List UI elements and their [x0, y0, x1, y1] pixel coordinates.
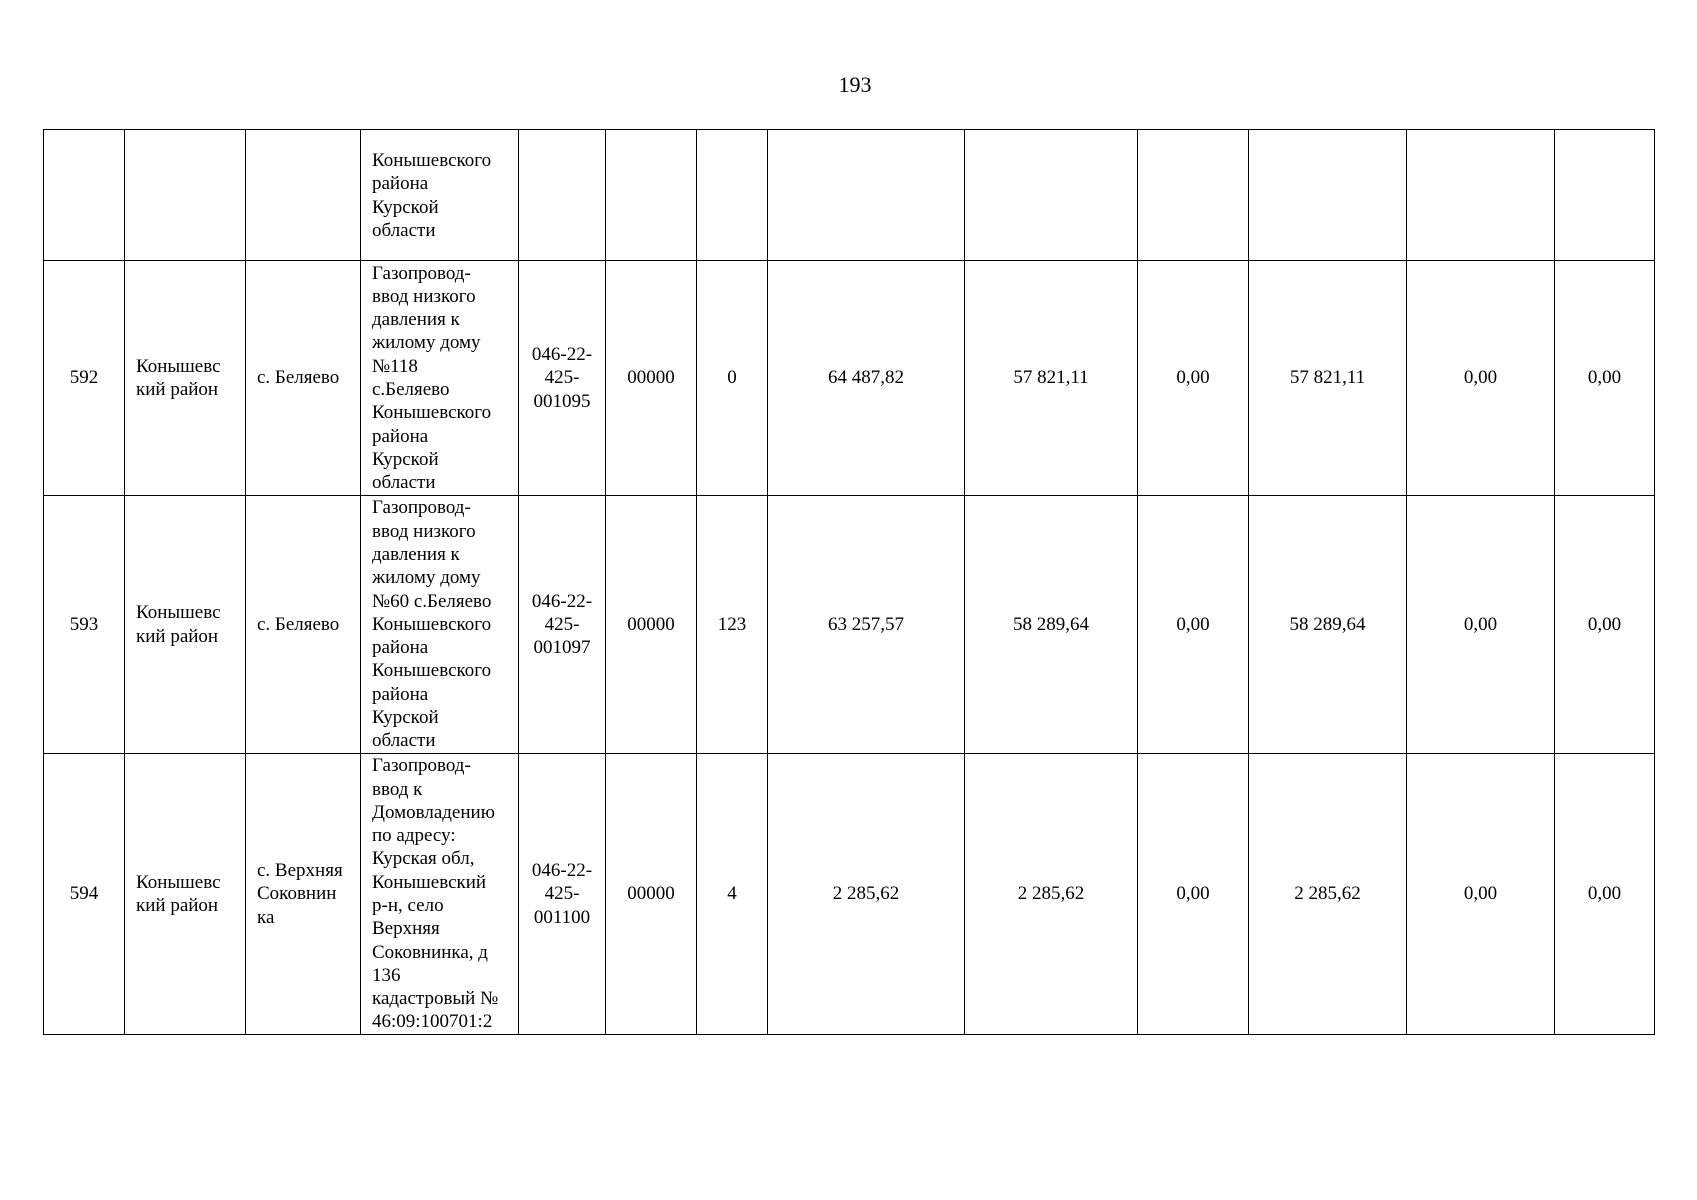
cell-col6: 00000: [606, 754, 697, 1035]
cell-value-5: [1407, 130, 1555, 261]
cell-code: [519, 130, 606, 261]
cell-value-4: 57 821,11: [1249, 261, 1407, 496]
cell-col6: 00000: [606, 261, 697, 496]
cell-value-5: 0,00: [1407, 261, 1555, 496]
cell-col6: [606, 130, 697, 261]
cell-code: 046-22- 425- 001100: [519, 754, 606, 1035]
cell-locality: с. Верхняя Соковнин ка: [246, 754, 361, 1035]
cell-description: Газопровод- ввод к Домовладению по адресу: Курская обл, Конышевский р-н, село Верхняя Соковнинка, д 136 кадастровый № 46:09:100701:2: [361, 754, 519, 1035]
cell-col7: 4: [697, 754, 768, 1035]
cell-value-4: 58 289,64: [1249, 496, 1407, 754]
page-number: 193: [838, 72, 872, 97]
table-row: [44, 261, 1655, 496]
cell-district: Конышевс кий район: [125, 261, 246, 496]
cell-row-number: 592: [44, 261, 125, 496]
cell-code: 046-22- 425- 001095: [519, 261, 606, 496]
cell-value-1: [768, 130, 965, 261]
cell-district: Конышевс кий район: [125, 496, 246, 754]
cell-row-number: 594: [44, 754, 125, 1035]
cell-row-number: 593: [44, 496, 125, 754]
cell-district: Конышевс кий район: [125, 754, 246, 1035]
table-row: [44, 130, 1655, 261]
cell-value-6: 0,00: [1555, 754, 1655, 1035]
cell-col7: [697, 130, 768, 261]
registry-table: [43, 129, 1655, 1035]
cell-value-6: [1555, 130, 1655, 261]
cell-value-2: 58 289,64: [965, 496, 1138, 754]
cell-description: Газопровод- ввод низкого давления к жилому дому №60 с.Беляево Конышевского района Конышевского района Курской области: [361, 496, 519, 754]
cell-value-5: 0,00: [1407, 754, 1555, 1035]
cell-col6: 00000: [606, 496, 697, 754]
cell-value-3: 0,00: [1138, 261, 1249, 496]
cell-district: [125, 130, 246, 261]
cell-code: 046-22- 425- 001097: [519, 496, 606, 754]
cell-value-3: 0,00: [1138, 754, 1249, 1035]
cell-value-1: 63 257,57: [768, 496, 965, 754]
cell-value-2: 2 285,62: [965, 754, 1138, 1035]
cell-value-2: [965, 130, 1138, 261]
cell-col7: 0: [697, 261, 768, 496]
cell-value-2: 57 821,11: [965, 261, 1138, 496]
cell-value-1: 64 487,82: [768, 261, 965, 496]
cell-value-4: [1249, 130, 1407, 261]
cell-description: Газопровод- ввод низкого давления к жилому дому №118 с.Беляево Конышевского района Курской области: [361, 261, 519, 496]
cell-value-5: 0,00: [1407, 496, 1555, 754]
table-row: [44, 754, 1655, 1035]
cell-value-3: 0,00: [1138, 496, 1249, 754]
cell-value-1: 2 285,62: [768, 754, 965, 1035]
cell-col7: 123: [697, 496, 768, 754]
cell-locality: с. Беляево: [246, 261, 361, 496]
cell-value-3: [1138, 130, 1249, 261]
cell-locality: с. Беляево: [246, 496, 361, 754]
cell-value-6: 0,00: [1555, 261, 1655, 496]
cell-value-4: 2 285,62: [1249, 754, 1407, 1035]
table-row: [44, 496, 1655, 754]
cell-row-number: [44, 130, 125, 261]
cell-value-6: 0,00: [1555, 496, 1655, 754]
cell-description: Конышевского района Курской области: [361, 130, 519, 261]
cell-locality: [246, 130, 361, 261]
